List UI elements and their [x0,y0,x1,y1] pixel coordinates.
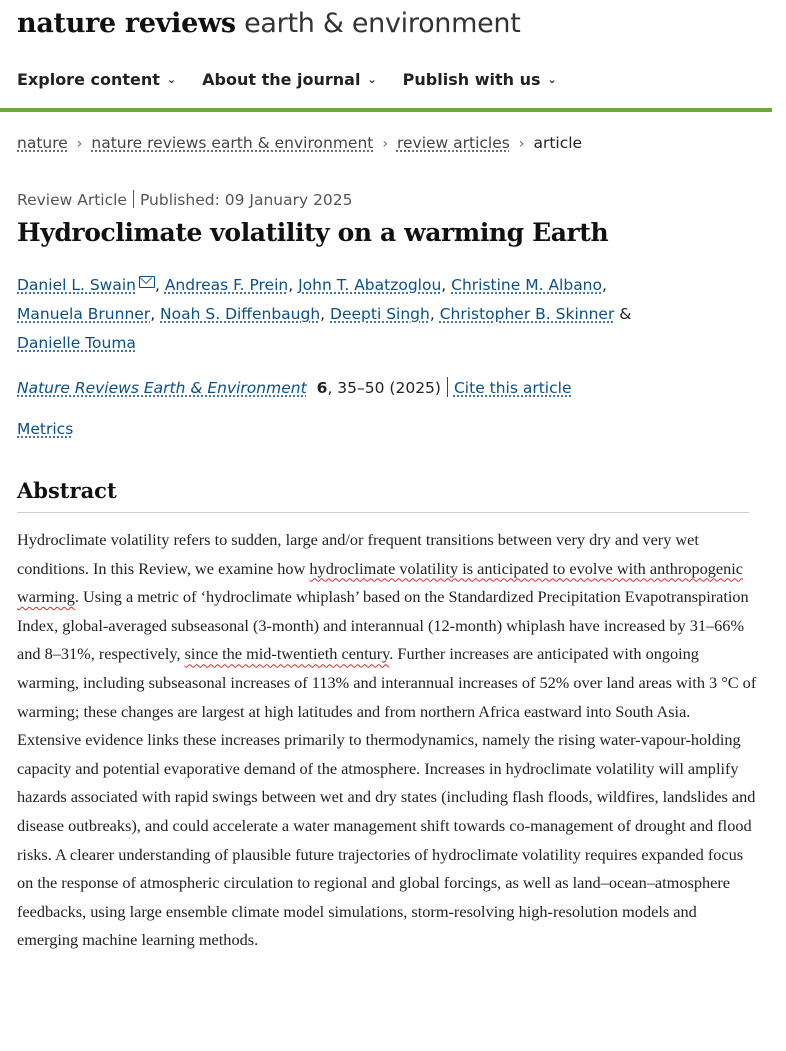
abstract-text [17,526,757,955]
author-link[interactable]: Daniel L. Swain [17,276,136,294]
nav-publish-with-us[interactable] [403,70,557,89]
logo-nature-reviews: nature reviews [17,8,236,39]
nav-explore-content[interactable] [17,70,176,89]
breadcrumb [17,134,582,152]
pages-year: , 35–50 (2025) [327,379,441,397]
cite-this-article-link[interactable]: Cite this article [453,379,572,397]
abstract-part: Hydroclimate volatility refers to sudden, large and/or frequent transitions between very dry and very wet conditions. In this Review, we examine how [17,530,699,578]
nav-label: Publish with us [402,70,541,89]
abstract-divider [17,512,749,513]
breadcrumb-review-articles[interactable]: review articles [396,134,510,152]
breadcrumb-journal[interactable]: nature reviews earth & environment [91,134,374,152]
site-logo[interactable] [17,8,521,39]
breadcrumb-current: article [533,134,583,152]
author-link[interactable]: Noah S. Diffenbaugh [160,305,321,323]
nav-label: About the journal [202,70,361,89]
main-nav [17,70,583,89]
breadcrumb-separator: › [382,136,388,152]
highlighted-phrase: hydroclimate volatility is anticipated to evolve with anthropogenic warming [17,558,744,607]
author-link[interactable]: Christine M. Albano [451,276,602,294]
nav-divider [0,108,772,112]
article-type: Review Article [17,191,127,209]
volume: 6 [316,379,328,397]
nav-label: Explore content [17,70,160,89]
chevron-down-icon: ⌄ [367,73,377,86]
author-link[interactable]: Deepti Singh [330,305,430,323]
envelope-icon[interactable] [139,276,155,288]
meta-divider [133,190,134,208]
author-link[interactable]: Manuela Brunner [17,305,151,323]
breadcrumb-nature[interactable]: nature [17,134,68,152]
chevron-down-icon: ⌄ [166,73,177,86]
abstract-heading: Abstract [17,478,117,503]
author-link[interactable]: Danielle Touma [17,334,136,352]
abstract-part: . Further increases are anticipated with ongoing warming, including subseasonal increases of 113% and interannual increases of 52% over land areas with 3 °C of warming; these changes are largest at high latitudes and from northern Africa eastward into South Asia. Extensive evidence links these increases primarily to thermodynamics, namely the rising water-vapour-holding capacity and potential evaporative demand of the atmosphere. Increases in hydroclimate volatility will amplify hazards associated with rapid swings between wet and dry states (including flash floods, wildfires, landslides and disease outbreaks), and could accelerate a water management shift towards co-management of drought and flood risks. A clearer understanding of plausible future trajectories of hydroclimate volatility requires expanded focus on the response of atmospheric circulation to regional and global forcings, as well as land–ocean–atmosphere feedbacks, using large ensemble climate model simulations, storm-resolving high-resolution models and emerging machine learning methods. [17,644,757,950]
logo-journal-subtitle: earth & environment [235,8,521,39]
author-link[interactable]: Christopher B. Skinner [439,305,615,323]
journal-link[interactable]: Nature Reviews Earth & Environment [17,379,307,397]
breadcrumb-separator: › [518,136,525,152]
citation-line [17,377,571,397]
published-date: Published: 09 January 2025 [139,191,353,209]
nav-about-journal[interactable] [202,70,377,89]
citation-divider [447,377,448,397]
author-list: Daniel L. Swain , Andreas F. Prein, John T. Abatzoglou, Christine M. Albano, Manuela Brunner, Noah S. Diffenbaugh, Deepti Singh, Christopher B. Skinner & Danielle Touma [17,276,632,352]
author-link[interactable]: John T. Abatzoglou [298,276,442,294]
breadcrumb-separator: › [76,136,83,152]
author-link[interactable]: Andreas F. Prein [164,276,289,294]
article-meta [17,190,353,209]
article-title: Hydroclimate volatility on a warming Earth [17,218,609,247]
highlighted-phrase: since the mid-twentieth century [184,644,390,664]
abstract-part: . Using a metric of ‘hydroclimate whiplash’ based on the Standardized Precipitation Evapotranspiration Index, global-averaged subseasonal (3-month) and interannual (12-month) whiplash have increased by 31–66% and 8–31%, respectively, [17,587,749,664]
metrics-link[interactable]: Metrics [17,420,74,438]
chevron-down-icon: ⌄ [547,73,557,86]
